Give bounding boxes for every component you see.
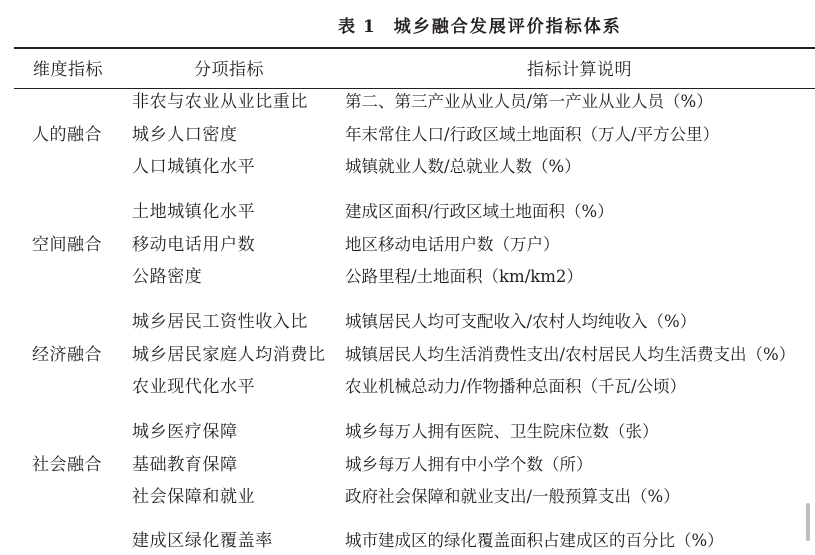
table-number: 表 1 <box>338 17 376 37</box>
scrollbar-thumb[interactable] <box>806 503 810 541</box>
indicator-item: 城乡居民家庭人均消费比 <box>132 344 326 365</box>
indicator-description: 第二、第三产业从业人员/第一产业从业人员（%） <box>345 92 713 111</box>
indicator-item: 移动电话用户数 <box>132 234 256 255</box>
dimension-label: 社会融合 <box>32 454 102 475</box>
table-group <box>0 530 815 552</box>
table-row <box>0 234 815 256</box>
indicator-item: 社会保障和就业 <box>132 487 256 507</box>
indicator-item: 建成区绿化覆盖率 <box>132 531 273 551</box>
indicator-item: 城乡居民工资性收入比 <box>132 312 308 332</box>
indicator-description: 城镇居民人均生活消费性支出/农村居民人均生活费支出（%） <box>345 344 796 364</box>
table-group <box>0 91 815 179</box>
table-top-rule <box>14 47 815 49</box>
table-row <box>0 311 815 333</box>
indicator-item: 公路密度 <box>132 267 203 287</box>
indicator-description: 城乡每万人拥有医院、卫生院床位数（张） <box>345 422 659 441</box>
table-group <box>0 311 815 399</box>
table-row <box>0 91 815 113</box>
indicator-description: 地区移动电话用户数（万户） <box>345 234 560 254</box>
table-row <box>0 266 815 288</box>
header-item: 分项指标 <box>194 60 264 80</box>
table-title: 城乡融合发展评价指标体系 <box>393 17 622 37</box>
indicator-item: 人口城镇化水平 <box>132 157 256 177</box>
dimension-label: 经济融合 <box>32 344 102 365</box>
dimension-label: 空间融合 <box>32 234 102 255</box>
indicator-description: 城乡每万人拥有中小学个数（所） <box>345 454 593 474</box>
indicator-item: 非农与农业从业比重比 <box>132 92 308 112</box>
table-row <box>0 201 815 223</box>
indicator-item: 土地城镇化水平 <box>132 202 256 222</box>
indicator-item: 基础教育保障 <box>132 454 238 475</box>
dimension-label: 人的融合 <box>32 124 102 145</box>
table-row <box>0 454 815 476</box>
table-group <box>0 201 815 289</box>
table-row <box>0 344 815 366</box>
indicator-description: 建成区面积/行政区域土地面积（%） <box>345 202 614 221</box>
header-dimension: 维度指标 <box>33 60 103 80</box>
indicator-item: 城乡人口密度 <box>132 124 238 145</box>
table-row <box>0 421 815 443</box>
table-row <box>0 376 815 398</box>
table-row <box>0 156 815 178</box>
indicator-description: 城镇就业人数/总就业人数（%） <box>345 157 581 176</box>
indicator-description: 政府社会保障和就业支出/一般预算支出（%） <box>345 487 680 506</box>
table-row <box>0 530 815 552</box>
indicator-description: 农业机械总动力/作物播种总面积（千瓦/公顷） <box>345 377 687 396</box>
table-row <box>0 486 815 508</box>
indicator-item: 农业现代化水平 <box>132 377 256 397</box>
indicator-description: 年末常住人口/行政区域土地面积（万人/平方公里） <box>345 124 720 144</box>
indicator-description: 公路里程/土地面积（km/km2） <box>345 267 583 286</box>
table-caption <box>338 15 622 39</box>
indicator-description: 城市建成区的绿化覆盖面积占建成区的百分比（%） <box>345 531 724 550</box>
indicator-item: 城乡医疗保障 <box>132 422 238 442</box>
table-row <box>0 124 815 146</box>
table-header-rule <box>14 88 815 89</box>
header-description: 指标计算说明 <box>527 60 632 80</box>
indicator-description: 城镇居民人均可支配收入/农村人均纯收入（%） <box>345 312 697 331</box>
table-group <box>0 421 815 509</box>
